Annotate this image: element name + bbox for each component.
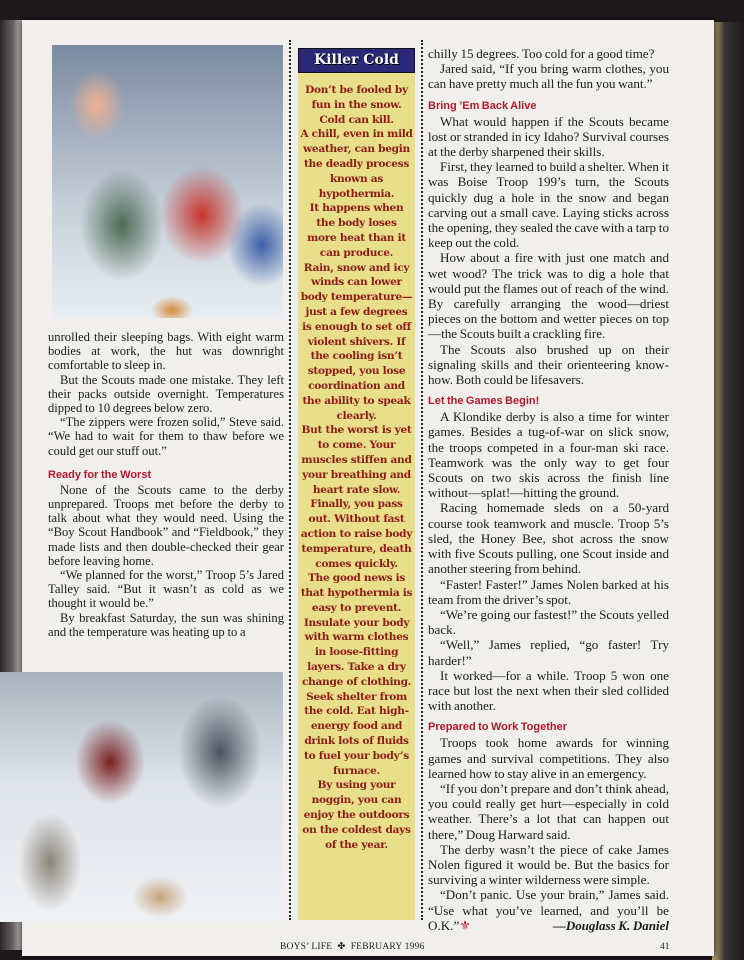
paragraph: Troops took home awards for winning games and survival competitions. They also learned how to stay alive in an emergency. — [428, 735, 669, 781]
sidebar-paragraph: Don’t be fooled by fun in the snow. Cold can kill. — [305, 84, 408, 126]
column-divider — [421, 40, 423, 920]
paragraph: unrolled their sleeping bags. With eight warm bodies at work, the hut was downright comfortable to sleep in. — [48, 330, 284, 373]
paragraph: Jared said, “If you bring warm clothes, you can have pretty much all the fun you want.” — [428, 61, 669, 92]
issue-date: FEBRUARY 1996 — [350, 942, 425, 952]
end-mark-icon: ⚜ — [459, 917, 472, 933]
paragraph: First, they learned to build a shelter. When it was Boise Troop 199’s turn, the Scouts quickly dug a hole in the snow and began carving out a small cave. Laying sticks across the opening, they sealed the cave with a tarp to keep out the cold. — [428, 159, 669, 251]
paragraph: “Faster! Faster!” James Nolen barked at his team from the driver’s spot. — [428, 576, 669, 607]
left-column — [48, 330, 284, 639]
paragraph: “We’re going our fastest!” the Scouts yelled back. — [428, 606, 669, 638]
paragraph: “The zippers were frozen solid,” Steve said. “We had to wait for them to thaw before we could get our stuff out.” — [48, 415, 284, 458]
paragraph: “We planned for the worst,” Troop 5’s Jared Talley said. “But it wasn’t as cold as we thought it would be.” — [48, 568, 284, 611]
paragraph: chilly 15 degrees. Too cold for a good time? — [428, 46, 655, 61]
paragraph: Racing homemade sleds on a 50-yard course took teamwork and muscle. Troop 5’s sled, the Honey Bee, shot across the snow with five Scouts pulling, one Scout inside and another steering from behind. — [428, 500, 669, 577]
paragraph: How about a fire with just one match and wet wood? The trick was to dig a hole that would put the flames out of reach of the wind. By carefully arranging the wood—driest pieces on the bottom and wetter pieces on top—the Scouts built a crackling fire. — [428, 250, 669, 342]
photo-scouts-building-sled — [0, 672, 283, 922]
sidebar-paragraph: A chill, even in mild weather, can begin the deadly process known as hypothermia. — [300, 128, 413, 200]
paragraph: But the Scouts made one mistake. They left their packs outside overnight. Temperatures dipped to 10 degrees below zero. — [48, 372, 284, 416]
paragraph: “Well,” James replied, “go faster! Try harder!” — [428, 637, 669, 668]
page-number: 41 — [660, 942, 670, 952]
sidebar-killer-cold — [298, 48, 415, 920]
paragraph: A Klondike derby is also a time for winter games. Besides a tug-of-war on slick snow, the troops competed in a four-man ski race. Teamwork was the only way to get four Scouts on two skis across the finish line without—splat!—hitting the ground. — [428, 409, 669, 501]
photo-scouts-fire — [52, 45, 283, 318]
paragraph: The Scouts also brushed up on their signaling skills and their orienteering know-how. Both could be lifesavers. — [428, 341, 669, 388]
paragraph: It worked—for a while. Troop 5 won one race but lost the next when their sled collided with another. — [428, 667, 669, 714]
paragraph: “Don’t panic. Use your brain,” James said. “Use what you’ve learned, and you’ll be O.K.”⚜ —Douglass K. Daniel — [428, 887, 669, 933]
sidebar-body — [298, 73, 415, 852]
sidebar-paragraph: It happens when the body loses more heat than it can produce. — [307, 202, 406, 259]
section-heading: Prepared to Work Together — [428, 721, 567, 734]
paragraph: The derby wasn’t the piece of cake James Nolen figured it would be. But the basics for surviving a winter wilderness were simple. — [428, 841, 669, 888]
footer — [280, 942, 424, 953]
column-divider — [289, 40, 291, 920]
page-edge — [712, 22, 744, 960]
paragraph: What would happen if the Scouts became lost or stranded in icy Idaho? Survival courses at the derby sharpened their skills. — [428, 113, 669, 160]
magazine-name: BOYS’ LIFE — [280, 942, 333, 952]
paragraph: None of the Scouts came to the derby unprepared. Troops met before the derby to talk about what they would need. Using the “Boy Scout Handbook” and “Fieldbook,” they made lists and then double-checked their gear before leaving home. — [48, 482, 284, 568]
section-heading: Ready for the Worst — [48, 468, 152, 481]
section-heading: Let the Games Begin! — [428, 395, 540, 408]
paragraph: “If you don’t prepare and don’t think ahead, you could really get hurt—especially in cold weather. There’s a lot that can happen out there,” Doug Harward said. — [428, 780, 669, 842]
sidebar-paragraph: By using your noggin, you can enjoy the outdoors on the coldest days of the year. — [302, 779, 411, 851]
fleur-de-lis-icon: ✤ — [334, 942, 349, 952]
sidebar-paragraph: Rain, snow and icy winds can lower body temperature—just a few degrees is enough to set off violent shivers. If the cooling isn’t stopped, you lose coordination and the ability to speak clearly. — [300, 261, 413, 422]
sidebar-title: Killer Cold — [298, 48, 415, 73]
right-column — [428, 46, 669, 933]
section-heading: Bring ’Em Back Alive — [428, 99, 537, 112]
byline: —Douglass K. Daniel — [552, 917, 669, 933]
paragraph: By breakfast Saturday, the sun was shining and the temperature was heating up to a — [48, 610, 284, 639]
sidebar-paragraph: The good news is that hypothermia is easy to prevent. Insulate your body with warm clothes in loose-fitting layers. Take a dry change of clothing. Seek shelter from the cold. Eat high-energy food and drink lots of fluids to fuel your body’s furnace. — [300, 572, 413, 777]
sidebar-paragraph: But the worst is yet to come. Your muscles stiffen and your breathing and heart rate slow. Finally, you pass out. Without fast action to raise body temperature, death comes quickly. — [300, 424, 413, 570]
